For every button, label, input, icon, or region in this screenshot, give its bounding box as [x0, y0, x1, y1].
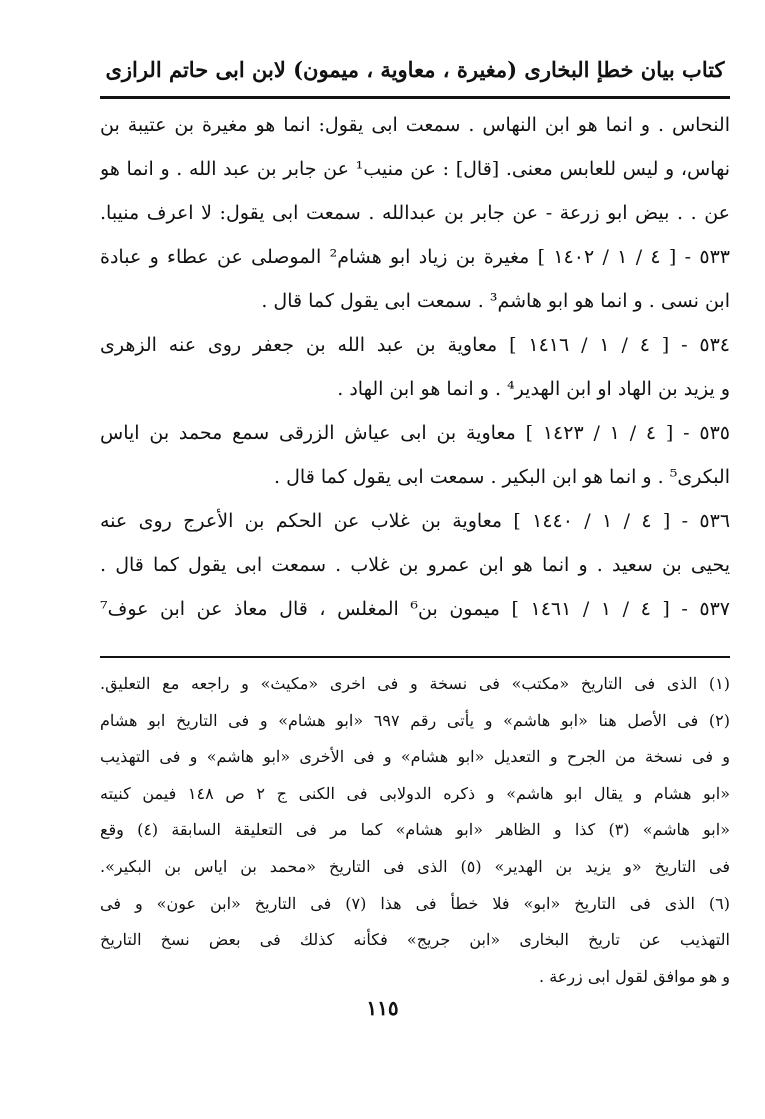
footnote-line: (٢) فى الأصل هنا «ابو هاشم» و يأتى رقم ٦٩٧ «ابو هشام» و فى التاريخ ابو هشام	[100, 710, 730, 730]
footnote-line: فى التاريخ «و يزيد بن الهدير» (٥) الذى فى التاريخ «محمد بن اياس بن البكير».	[100, 856, 730, 876]
text-line: يحيى بن سعيد . و انما هو ابن عمرو بن غلاب . سمعت ابى يقول كما قال .	[100, 554, 730, 576]
text-line: نهاس، و ليس للعابس معنى. [قال] : عن منيب¹ عن جابر بن عبد الله . و انما هو	[100, 158, 730, 180]
footnote-line: و فى نسخة من الجرح و التعديل «ابو هشام» و فى الأخرى «ابو هاشم» و فى التهذيب	[100, 747, 730, 767]
footnote-line: «ابو هشام و يقال ابو هاشم» و ذكره الدولابى فى الكنى ج ٢ ص ١٤٨ فيمن كنيته	[100, 783, 730, 803]
footnotes	[100, 666, 730, 995]
text-line: و يزيد بن الهاد او ابن الهدير⁴ . و انما هو ابن الهاد .	[337, 378, 730, 400]
text-line: عن . . بيض ابو زرعة - عن جابر بن عبدالله . سمعت ابى يقول: لا اعرف منيبا.	[100, 202, 730, 224]
header-rule	[100, 96, 730, 99]
page-number: ١١٥	[366, 996, 399, 1020]
footnote-line: و هو موافق لقول ابى زرعة .	[539, 966, 730, 986]
entry-536-line: ٥٣٦ - [ ٤ / ١ / ١٤٤٠ ] معاوية بن غلاب عن الحكم بن الأعرج روى عنه	[100, 510, 730, 532]
footnote-line: (٦) الذى فى التاريخ «ابو» فلا خطأ فى هذا (٧) فى التاريخ «ابن عون» و فى	[100, 893, 730, 913]
entry-533-line: ٥٣٣ - [ ٤ / ١ / ١٤٠٢ ] مغيرة بن زياد ابو هشام² الموصلى عن عطاء و عبادة	[100, 246, 730, 268]
footnote-line: (١) الذى فى التاريخ «مكتب» فى نسخة و فى اخرى «مكيث» و راجعه مع التعليق.	[100, 674, 730, 693]
entry-535-line: ٥٣٥ - [ ٤ / ١ / ١٤٢٣ ] معاوية بن ابى عياش الزرقى سمع محمد بن اياس	[100, 422, 730, 444]
text-line: النحاس . و انما هو ابن النهاس . سمعت ابى يقول: انما هو مغيرة بن عتيبة بن	[100, 114, 730, 136]
text-line: البكرى⁵ . و انما هو ابن البكير . سمعت ابى يقول كما قال .	[274, 466, 730, 488]
header-title: كتاب بيان خطإ البخارى (مغيرة ، معاوية ، ميمون) لابن ابى حاتم الرازى	[105, 56, 725, 82]
entry-537-line: ٥٣٧ - [ ٤ / ١ / ١٤٦١ ] ميمون بن⁶ المغلس ، قال معاذ عن ابن عوف⁷	[100, 598, 730, 620]
footnote-line: «ابو هاشم» (٣) كذا و الظاهر «ابو هشام» كما مر فى التعليقة السابقة (٤) وقع	[100, 820, 730, 840]
running-header	[100, 45, 730, 93]
footnotes-rule	[100, 656, 730, 658]
main-text	[100, 103, 730, 631]
footnote-line: التهذيب عن تاريخ البخارى «ابن جريج» فكأنه كذلك فى بعض نسخ التاريخ	[100, 930, 730, 950]
text-line: ابن نسى . و انما هو ابو هاشم³ . سمعت ابى يقول كما قال .	[261, 290, 730, 312]
entry-534-line: ٥٣٤ - [ ٤ / ١ / ١٤١٦ ] معاوية بن عبد الله بن جعفر روى عنه الزهرى	[100, 334, 730, 356]
